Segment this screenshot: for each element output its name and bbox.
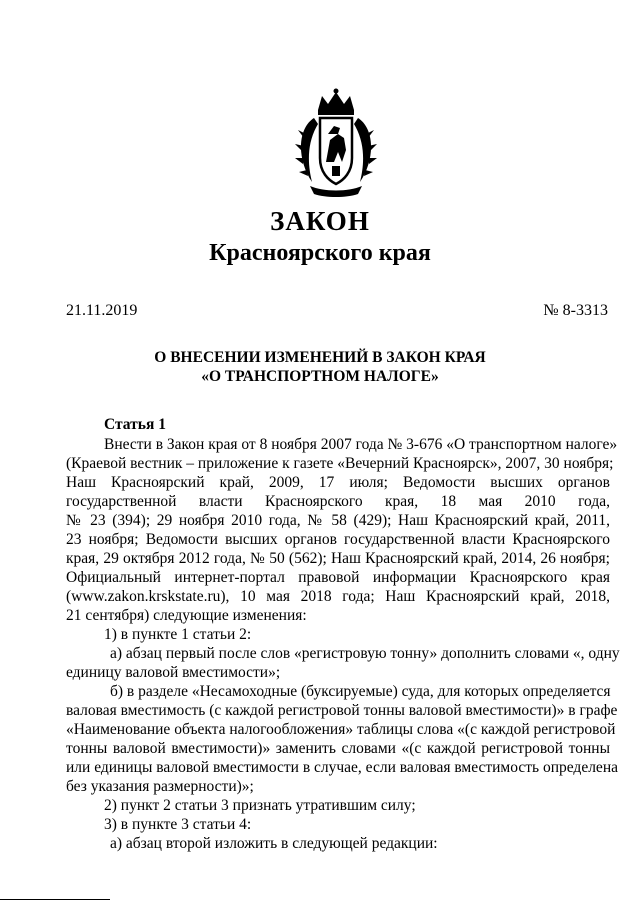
body-line: 21 сентября) следующие изменения: <box>66 607 307 624</box>
law-subject-line-2: «О ТРАНСПОРТНОМ НАЛОГЕ» <box>201 368 439 385</box>
body-line: валовая вместимость (с каждой регистровой тонны валовой вместимости)» в графе <box>66 702 618 719</box>
body-line: Официальный интернет-портал правовой информации Красноярского края <box>66 569 610 586</box>
law-subject-line-1: О ВНЕСЕНИИ ИЗМЕНЕНИЙ В ЗАКОН КРАЯ <box>154 349 486 366</box>
law-date: 21.11.2019 <box>66 302 138 319</box>
body-line: «Наименование объекта налогообложения» таблицы слова «(с каждой регистровой <box>66 721 616 738</box>
body-line: а) абзац первый после слов «регистровую тонну» дополнить словами «, одну <box>110 645 620 662</box>
document-subtitle: Красноярского края <box>209 240 431 266</box>
body-line: Внести в Закон края от 8 ноября 2007 года № 3-676 «О транспортном налоге» <box>104 436 618 453</box>
article-heading: Статья 1 <box>104 416 166 433</box>
body-line: Наш Красноярский край, 2009, 17 июля; Ведомости высших органов <box>66 474 610 491</box>
body-line: (Краевой вестник – приложение к газете «Вечерний Красноярск», 2007, 30 ноября; <box>66 455 614 472</box>
body-line: а) абзац второй изложить в следующей редакции: <box>110 835 438 852</box>
body-line: тонны валовой вместимости)» заменить словами «(с каждой регистровой тонны <box>66 740 610 757</box>
body-line: № 23 (394); 29 ноября 2010 года, № 58 (429); Наш Красноярский край, 2011, <box>66 512 610 529</box>
body-line: государственной власти Красноярского края, 18 мая 2010 года, <box>66 493 610 510</box>
body-line: 1) в пункте 1 статьи 2: <box>104 626 252 643</box>
body-line: края, 29 октября 2012 года, № 50 (562); Наш Красноярский край, 2014, 26 ноября; <box>66 550 610 567</box>
coat-of-arms-emblem <box>288 88 384 198</box>
body-line: (www.zakon.krskstate.ru), 10 мая 2018 года; Наш Красноярский край, 2018, <box>66 588 610 605</box>
footnote-divider <box>0 899 110 900</box>
body-line: 2) пункт 2 статьи 3 признать утратившим силу; <box>104 797 416 814</box>
body-line: б) в разделе «Несамоходные (буксируемые) суда, для которых определяется <box>110 683 611 700</box>
body-line: единицу валовой вместимости»; <box>66 664 281 681</box>
body-line: 23 ноября; Ведомости высших органов государственной власти Красноярского <box>66 531 610 548</box>
document-title: ЗАКОН <box>270 206 370 236</box>
body-line: или единицы валовой вместимости в случае, если валовая вместимость определена <box>66 759 618 776</box>
body-line: 3) в пункте 3 статьи 4: <box>104 816 252 833</box>
law-number: № 8-3313 <box>543 302 608 319</box>
body-line: без указания размерности)»; <box>66 778 254 795</box>
